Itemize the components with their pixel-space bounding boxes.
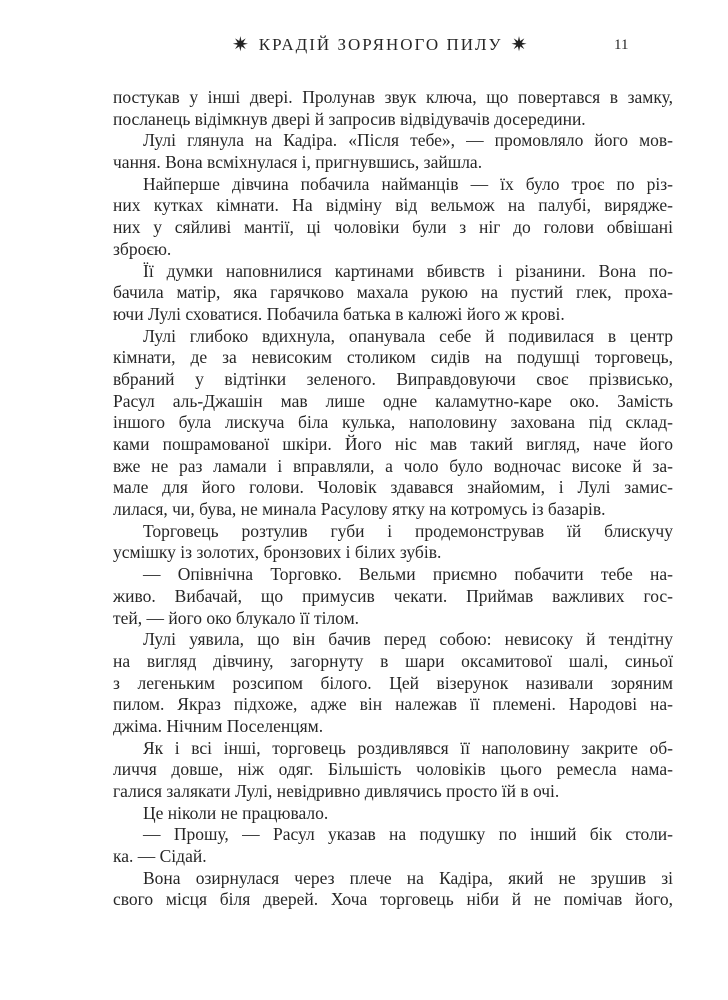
text-line: бачила матір, яка гарячково махала рукою на пустий глек, проха- bbox=[113, 282, 673, 303]
text-line: вбраний у відтінки зеленого. Виправдовуючи своє прізвисько, bbox=[113, 368, 673, 389]
text-line: на вигляд дівчину, загорнуту в шари оксамитової шалі, синьої bbox=[113, 650, 673, 671]
text-line: мале для його голови. Чоловік здавався знайомим, і Лулі замис- bbox=[113, 477, 673, 498]
paragraph bbox=[113, 174, 673, 261]
text-line: них у сяйливі мантії, ці чоловіки були з ніг до голови обвішані bbox=[113, 217, 673, 238]
text-line: іншого була лискуча біла кулька, наполовину захована під склад- bbox=[113, 412, 673, 433]
paragraph bbox=[113, 261, 673, 326]
paragraph bbox=[113, 868, 673, 911]
text-line: ка. — Сідай. bbox=[113, 846, 207, 867]
text-line: лилася, чи, бува, не минала Расулову ятку на котромусь із базарів. bbox=[113, 499, 606, 520]
text-line: — Опівнічна Торговко. Вельми приємно побачити тебе на- bbox=[143, 564, 673, 585]
text-line: джіма. Нічним Поселенцям. bbox=[113, 715, 324, 736]
paragraph bbox=[113, 824, 673, 867]
text-line: Лулі уявила, що він бачив перед собою: невисоку й тендітну bbox=[143, 629, 673, 650]
text-line: кімнати, де за невисоким столиком сидів на подушці торговець, bbox=[113, 347, 673, 368]
text-line: них кутках кімнати. На відміну від вельмож на палубі, вирядже- bbox=[113, 195, 673, 216]
text-line: ками пошрамованої шкіри. Його ніс мав такий вигляд, наче його bbox=[113, 434, 673, 454]
text-line: посланець відімкнув двері й запросив відвідувачів досередини. bbox=[113, 108, 586, 129]
paragraph bbox=[113, 326, 673, 521]
text-line: постукав у інші двері. Пролунав звук ключа, що повертався в замку, bbox=[113, 87, 673, 107]
text-line: Її думки наповнилися картинами вбивств і різанини. Вона по- bbox=[143, 260, 673, 281]
star-ornament-icon: ✷ bbox=[510, 34, 530, 56]
text-line: чання. Вона всміхнулася і, пригнувшись, зайшла. bbox=[113, 152, 483, 173]
text-line: з легеньким розсипом білого. Цей візерунок називали зоряним bbox=[113, 672, 673, 693]
text-line: ючи Лулі сховатися. Побачила батька в калюжі його ж крові. bbox=[113, 303, 565, 324]
text-line: Найперше дівчина побачила найманців — їх було троє по різ- bbox=[143, 173, 673, 194]
text-line: Лулі глибоко вдихнула, опанувала себе й подивилася в центр bbox=[143, 325, 673, 346]
text-line: галися залякати Лулі, невідривно дивлячись просто їй в очі. bbox=[113, 781, 560, 801]
running-title bbox=[232, 30, 529, 60]
text-line: личчя довше, ніж одяг. Більшість чоловіків цього ремесла нама- bbox=[113, 759, 673, 780]
text-line: Лулі глянула на Кадіра. «Після тебе», — промовляло його мов- bbox=[143, 130, 673, 151]
text-line: тей, — його око блукало її тілом. bbox=[113, 607, 360, 628]
text-line: пилом. Якраз підхоже, адже він належав її племені. Народові на- bbox=[113, 694, 673, 715]
text-line: свого місця біля дверей. Хоча торговець ніби й не помічав його, bbox=[113, 889, 673, 910]
text-line: Вона озирнулася через плече на Кадіра, який не зрушив зі bbox=[143, 867, 673, 888]
text-line: Торговець розтулив губи і продемонстрував їй блискучу bbox=[143, 520, 673, 541]
running-header bbox=[0, 30, 728, 60]
text-line: Це ніколи не працювало. bbox=[143, 802, 329, 823]
text-line: зброєю. bbox=[113, 238, 172, 259]
paragraph bbox=[113, 738, 673, 803]
paragraph bbox=[113, 629, 673, 737]
text-line: Як і всі інші, торговець роздивлявся її наполовину закрите об- bbox=[143, 737, 673, 758]
text-line: — Прошу, — Расул указав на подушку по інший бік столи- bbox=[143, 824, 673, 845]
paragraph bbox=[113, 87, 673, 130]
page-number: 11 bbox=[614, 37, 629, 53]
text-line: усмішку із золотих, бронзових і білих зубів. bbox=[113, 542, 442, 563]
text-line: Расул аль-Джашін мав лише одне каламутно-каре око. Замість bbox=[113, 390, 673, 411]
star-ornament-icon: ✷ bbox=[232, 34, 251, 56]
book-title: КРАДІЙ ЗОРЯНОГО ПИЛУ bbox=[258, 35, 503, 54]
text-line: вже не раз ламали і вправляли, а чоло було водночас високе й за- bbox=[113, 455, 673, 476]
text-line: живо. Вибачай, що примусив чекати. Приймав важливих гос- bbox=[113, 585, 673, 606]
paragraph bbox=[113, 803, 673, 825]
body-text bbox=[113, 87, 673, 911]
paragraph bbox=[113, 521, 673, 564]
paragraph bbox=[113, 564, 673, 629]
paragraph bbox=[113, 130, 673, 173]
